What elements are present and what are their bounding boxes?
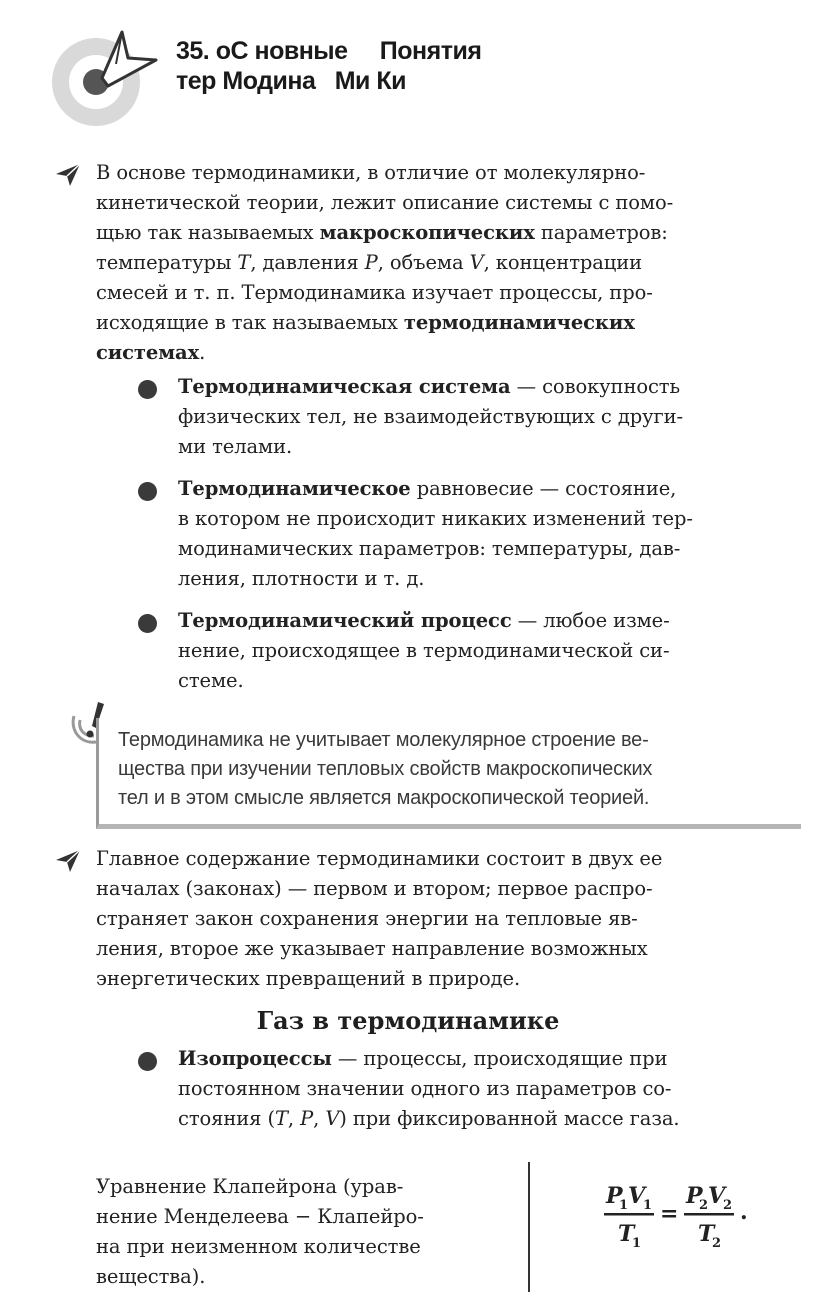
formula-V1: V bbox=[628, 1183, 646, 1209]
text-line: Уравнение Клапейрона (урав- bbox=[96, 1175, 404, 1198]
text-line: Термодинамика не учитывает молекулярное строение ве- bbox=[118, 729, 649, 751]
text-line: на при неизменном количестве bbox=[96, 1235, 421, 1258]
term-thermo-systems: термодинамических bbox=[403, 311, 635, 334]
clapeyron-text bbox=[96, 1172, 506, 1292]
text-line: Главное содержание термодинамики состоит в двух ее bbox=[96, 847, 663, 870]
clapeyron-formula bbox=[596, 1175, 756, 1255]
paper-plane-icon bbox=[54, 846, 82, 874]
formula-sub: 1 bbox=[643, 1198, 653, 1213]
formula-V2: V bbox=[708, 1183, 726, 1209]
text-line: стеме. bbox=[178, 669, 244, 692]
text-line: нение Менделеева − Клапейро- bbox=[96, 1205, 424, 1228]
definition-system bbox=[178, 372, 798, 462]
term-macro: макроскопических bbox=[319, 221, 535, 244]
text-line: стояния (T, P, V) при фиксированной массе газа. bbox=[178, 1107, 680, 1130]
text-line: модинамических параметров: температуры, дав- bbox=[178, 537, 681, 560]
text-line: системах. bbox=[96, 341, 206, 364]
formula-T1: T bbox=[618, 1221, 635, 1247]
text-line: физических тел, не взаимодействующих с други- bbox=[178, 405, 684, 428]
definition-equilibrium bbox=[178, 474, 798, 594]
formula-equals: = bbox=[660, 1201, 679, 1227]
fraction-bar bbox=[604, 1213, 654, 1216]
text-line: в котором не происходит никаких изменений тер- bbox=[178, 507, 693, 530]
definition-process bbox=[178, 606, 798, 696]
formula-sub: 2 bbox=[699, 1198, 709, 1213]
text-line: тел и в этом смысле является макроскопической теорией. bbox=[118, 787, 650, 809]
bullet-dot-icon bbox=[138, 380, 157, 399]
text-line: смесей и т. п. Термодинамика изучает процессы, про- bbox=[96, 281, 653, 304]
text-line: страняет закон сохранения энергии на тепловые яв- bbox=[96, 907, 638, 930]
text-line: температуры T, давления P, объема V, концентрации bbox=[96, 251, 643, 274]
text-line: ления, плотности и т. д. bbox=[178, 567, 425, 590]
intro-paragraph bbox=[96, 158, 798, 368]
text-line: Термодинамическая система — совокупность bbox=[178, 375, 681, 398]
bullet-dot-icon bbox=[138, 614, 157, 633]
formula-P1: P bbox=[606, 1183, 623, 1209]
title-line-2: тер Модина Ми Ки bbox=[176, 67, 406, 95]
text-line: ления, второе же указывает направление возможных bbox=[96, 937, 648, 960]
formula-T2: T bbox=[698, 1221, 715, 1247]
bullet-dot-icon bbox=[138, 482, 157, 501]
text-line: Термодинамическое равновесие — состояние, bbox=[178, 477, 677, 500]
paper-plane-icon bbox=[54, 160, 82, 188]
text-line: энергетических превращений в природе. bbox=[96, 967, 521, 990]
note-text bbox=[118, 726, 798, 813]
text-line: В основе термодинамики, в отличие от молекулярно- bbox=[96, 161, 646, 184]
column-divider bbox=[528, 1162, 530, 1292]
formula-sub: 1 bbox=[632, 1236, 642, 1251]
formula-sub: 2 bbox=[723, 1198, 733, 1213]
text-line: Изопроцессы — процессы, происходящие при bbox=[178, 1047, 668, 1070]
text-line: Термодинамический процесс — любое изме- bbox=[178, 609, 670, 632]
definition-isoprocesses bbox=[178, 1044, 798, 1134]
bullet-dot-icon bbox=[138, 1052, 157, 1071]
text-line: нение, происходящее в термодинамической си- bbox=[178, 639, 670, 662]
formula-sub: 1 bbox=[619, 1198, 629, 1213]
text-line: началах (законах) — первом и втором; первое распро- bbox=[96, 877, 653, 900]
text-line: постоянном значении одного из параметров со- bbox=[178, 1077, 672, 1100]
formula-P2: P bbox=[686, 1183, 703, 1209]
text-line: ми телами. bbox=[178, 435, 293, 458]
page-title bbox=[176, 36, 481, 96]
text-line: вещества). bbox=[96, 1265, 206, 1288]
formula-dot: . bbox=[740, 1199, 748, 1225]
section-heading: Газ в термодинамике bbox=[256, 1006, 560, 1035]
text-line: щества при изучении тепловых свойств макроскопических bbox=[118, 758, 653, 780]
title-line-1: 35. оС новные Понятия bbox=[176, 37, 482, 65]
chapter-logo-icon bbox=[52, 24, 162, 134]
formula-sub: 2 bbox=[712, 1236, 722, 1251]
laws-paragraph bbox=[96, 844, 798, 994]
text-line: исходящие в так называемых термодинамических bbox=[96, 311, 635, 334]
text-line: кинетической теории, лежит описание системы с помо- bbox=[96, 191, 674, 214]
text-line: щью так называемых макроскопических параметров: bbox=[96, 221, 668, 244]
fraction-bar bbox=[684, 1213, 734, 1216]
